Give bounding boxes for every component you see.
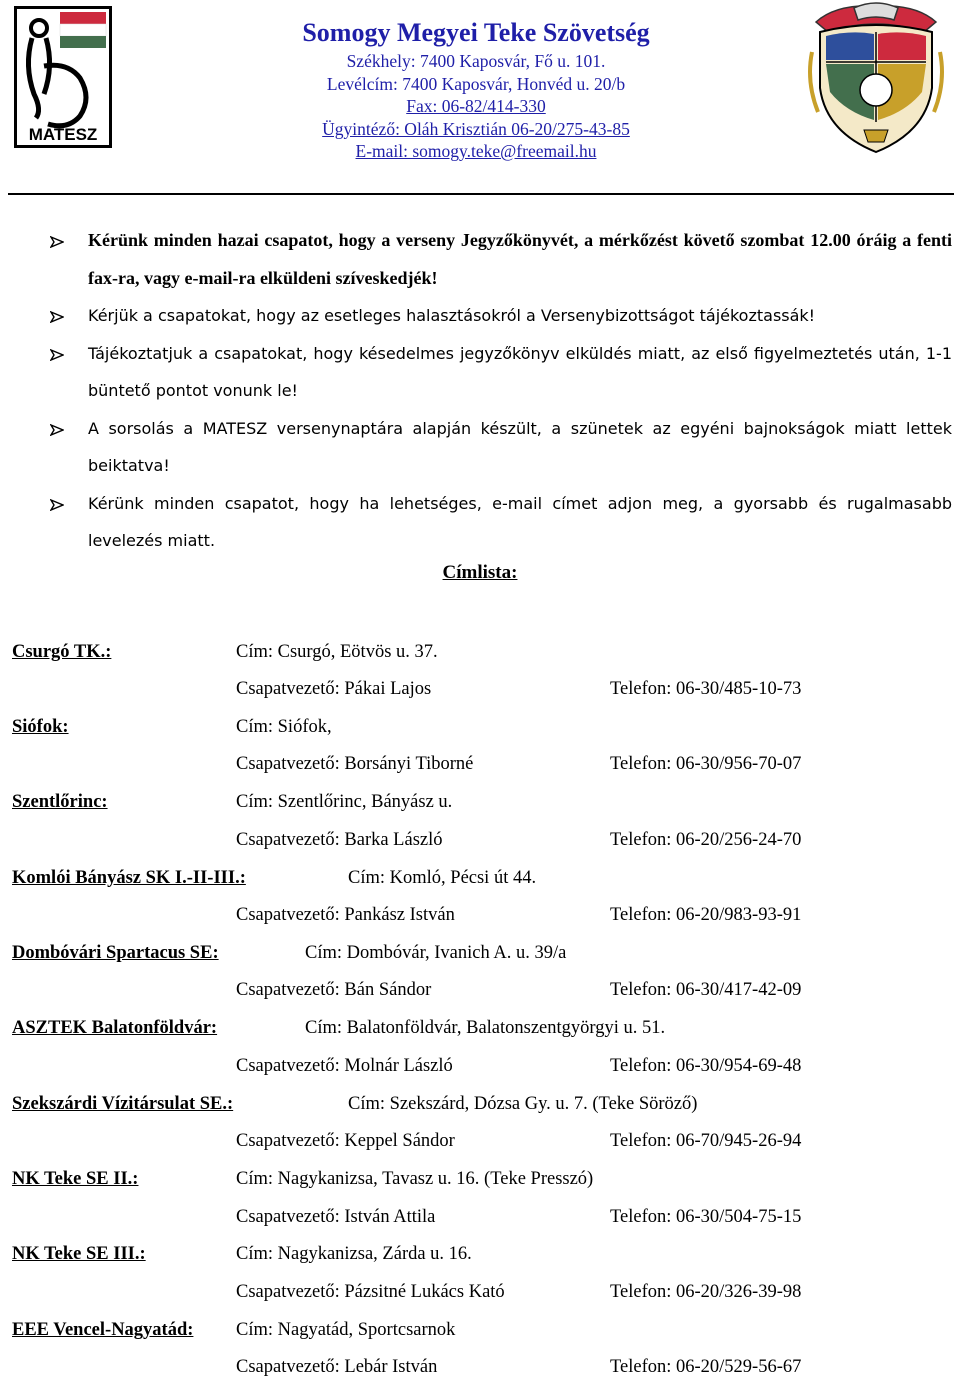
team-name: EEE Vencel-Nagyatád: bbox=[12, 1320, 194, 1340]
team-address: Cím: Szekszárd, Dózsa Gy. u. 7. (Teke Söröző) bbox=[348, 1094, 698, 1114]
team-leader: Csapatvezető: Keppel Sándor bbox=[236, 1131, 455, 1151]
team-phone: Telefon: 06-30/504-75-15 bbox=[610, 1207, 802, 1227]
administrator-contact: Ügyintéző: Oláh Krisztián 06-20/275-43-85 bbox=[322, 118, 630, 139]
team-phone: Telefon: 06-30/954-69-48 bbox=[610, 1056, 802, 1076]
team-phone: Telefon: 06-20/529-56-67 bbox=[610, 1357, 802, 1377]
team-name: NK Teke SE II.: bbox=[12, 1169, 139, 1189]
team-leader: Csapatvezető: Pákai Lajos bbox=[236, 679, 432, 699]
team-name: Szekszárdi Vízitársulat SE.: bbox=[12, 1094, 234, 1114]
team-leader: Csapatvezető: Pankász István bbox=[236, 905, 455, 925]
team-phone: Telefon: 06-20/983-93-91 bbox=[610, 905, 802, 925]
team-name: Komlói Bányász SK I.-II-III.: bbox=[12, 868, 246, 888]
seat-address: Székhely: 7400 Kaposvár, Fő u. 101. bbox=[346, 51, 606, 71]
team-leader: Csapatvezető: Borsányi Tiborné bbox=[236, 754, 474, 774]
team-name: Siófok: bbox=[12, 717, 69, 737]
team-address: Cím: Balatonföldvár, Balatonszentgyörgyi u. 51. bbox=[305, 1018, 666, 1038]
team-address: Cím: Nagyatád, Sportcsarnok bbox=[236, 1320, 456, 1340]
team-name: Szentlőrinc: bbox=[12, 792, 108, 812]
team-leader: Csapatvezető: Barka László bbox=[236, 830, 443, 850]
team-phone: Telefon: 06-30/485-10-73 bbox=[610, 679, 802, 699]
team-name: Dombóvári Spartacus SE: bbox=[12, 943, 219, 963]
team-leader: Csapatvezető: Bán Sándor bbox=[236, 980, 432, 1000]
team-address: Cím: Nagykanizsa, Zárda u. 16. bbox=[236, 1244, 472, 1264]
team-leader: Csapatvezető: Lebár István bbox=[236, 1357, 438, 1377]
team-leader: Csapatvezető: István Attila bbox=[236, 1207, 436, 1227]
email-link[interactable]: E-mail: somogy.teke@freemail.hu bbox=[355, 141, 597, 161]
notice-text: Kérünk minden hazai csapatot, hogy a verseny Jegyzőkönyvét, a mérkőzést követő szombat 12.00 óráig a fenti fax-ra, vagy e-mail-ra elküldeni szíveskedjék! bbox=[88, 230, 952, 288]
team-name: Csurgó TK.: bbox=[12, 642, 112, 662]
team-name: ASZTEK Balatonföldvár: bbox=[12, 1018, 218, 1038]
team-address: Cím: Csurgó, Eötvös u. 37. bbox=[236, 642, 438, 662]
team-leader: Csapatvezető: Pázsitné Lukács Kató bbox=[236, 1282, 505, 1302]
team-address: Cím: Szentlőrinc, Bányász u. bbox=[236, 792, 453, 812]
team-phone: Telefon: 06-30/417-42-09 bbox=[610, 980, 802, 1000]
team-phone: Telefon: 06-70/945-26-94 bbox=[610, 1131, 802, 1151]
address-list-title: Címlista: bbox=[442, 562, 518, 583]
team-phone: Telefon: 06-20/256-24-70 bbox=[610, 830, 802, 850]
organization-name: Somogy Megyei Teke Szövetség bbox=[302, 18, 650, 47]
matesz-logo-text: MATESZ bbox=[28, 125, 98, 144]
fax-number[interactable]: Fax: 06-82/414-330 bbox=[406, 96, 546, 116]
notice-text: A sorsolás a MATESZ versenynaptára alapján készült, a szünetek az egyéni bajnokságok miatt lettek beiktatva! bbox=[88, 418, 952, 475]
team-address: Cím: Nagykanizsa, Tavasz u. 16. (Teke Presszó) bbox=[236, 1169, 594, 1189]
notice-text: Kérünk minden csapatot, hogy ha lehetséges, e-mail címet adjon meg, a gyorsabb és rugalmasabb levelezés miatt. bbox=[88, 493, 952, 550]
team-name: NK Teke SE III.: bbox=[12, 1244, 146, 1264]
team-address: Cím: Siófok, bbox=[236, 717, 332, 737]
team-leader: Csapatvezető: Molnár László bbox=[236, 1056, 453, 1076]
team-phone: Telefon: 06-20/326-39-98 bbox=[610, 1282, 802, 1302]
postal-address: Levélcím: 7400 Kaposvár, Honvéd u. 20/b bbox=[326, 73, 626, 94]
team-address: Cím: Komló, Pécsi út 44. bbox=[348, 868, 537, 888]
notice-text: Kérjük a csapatokat, hogy az esetleges halasztásokról a Versenybizottságot tájékoztassák! bbox=[88, 306, 816, 325]
notice-text: Tájékoztatjuk a csapatokat, hogy késedelmes jegyzőkönyv elküldés miatt, az első figyelmeztetés után, 1-1 büntető pontot vonunk le! bbox=[88, 343, 952, 400]
team-address: Cím: Dombóvár, Ivanich A. u. 39/a bbox=[305, 943, 567, 963]
team-phone: Telefon: 06-30/956-70-07 bbox=[610, 754, 802, 774]
